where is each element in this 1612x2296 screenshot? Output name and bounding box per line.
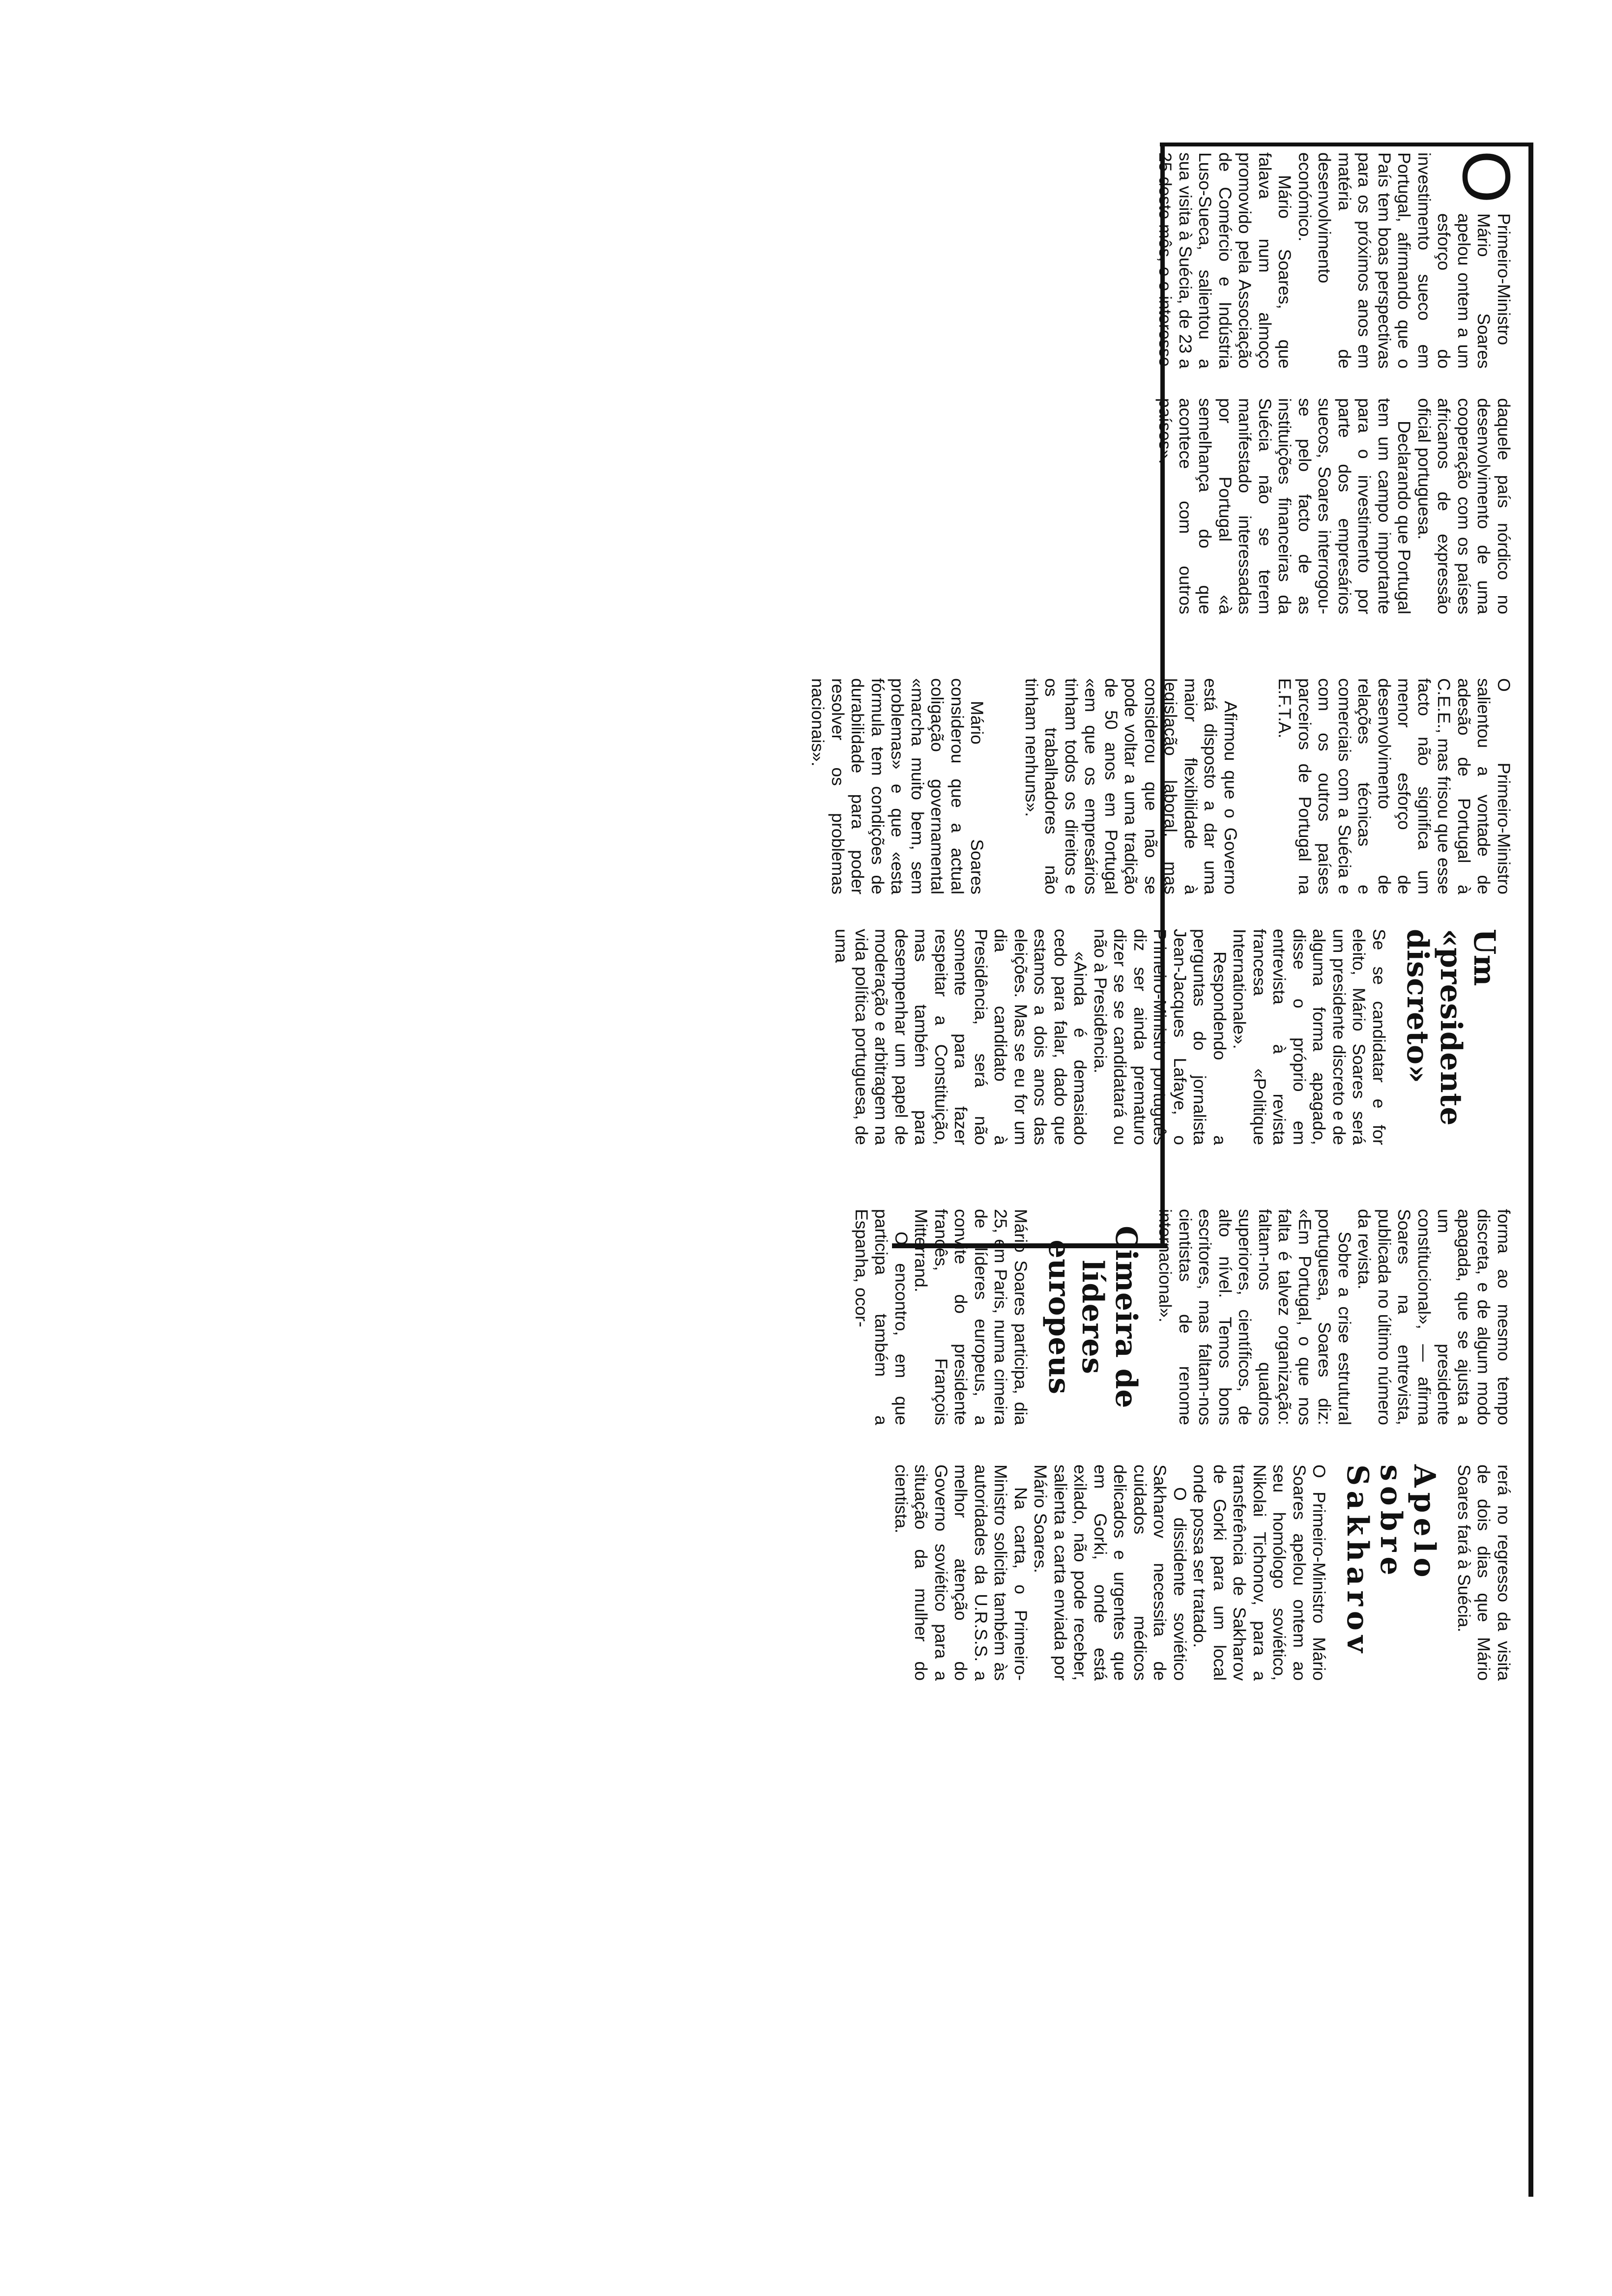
- drop-cap: O: [1448, 150, 1524, 203]
- paragraph: O encontro, em que participa também a Espanha, ocor-: [852, 1209, 911, 1425]
- top-border-rule: [1528, 143, 1533, 2197]
- paragraph: O Primeiro-Ministro Mário Soares apelou ontem ao seu homólogo soviético, Nikolai Tichonov, para a transferência de Sakharov de Gorki para um local onde possa ser tratado.: [1190, 1464, 1329, 1681]
- paragraph: daquele país nórdico no desenvolvimento de uma cooperação com os países africanos de expressão oficial portuguesa.: [1414, 398, 1514, 614]
- paragraph: «Ainda é demasiado cedo para falar, dado que estamos a dois anos das eleições. Mas se eu for um dia candidato à Presidência, será não somente para fazer respeitar a Constituição, mas também para desempenhar um papel de moderação e arbitragem na vida política portuguesa, de uma: [832, 929, 1091, 1145]
- article-column-1: [1155, 150, 1524, 369]
- paragraph: Se se candidatar e for eleito, Mário Soares será um presidente discreto e de alguma forma apagado, disse o próprio em entrevista à revista francesa «Politique Internationale».: [1230, 929, 1389, 1145]
- paragraph: forma ao mesmo tempo discreta, e de algum modo apagada, que se ajusta a um presidente constitucional», — afirma Soares na entrevista, publicada no último número da revista.: [1354, 1209, 1514, 1425]
- paragraph: rerá no regresso da visita de dois dias que Mário Soares fará à Suécia.: [1454, 1464, 1514, 1681]
- article-column-5: [852, 1209, 1514, 1425]
- paragraph: Sobre a crise estrutural portuguesa, Soares diz: «Em Portugal, o que nos falta é talvez organização: faltam-nos quadros superiores, científicos, de alto nível. Temos bons escritores, mas faltam-nos cientistas de renome internacional».: [1155, 1209, 1354, 1425]
- article-column-3: [808, 678, 1514, 894]
- paragraph: Respondendo a perguntas do jornalista Jean-Jacques Lafaye, o Primeiro-Ministro português diz ser ainda prematuro dizer se se candidatará ou não à Presidência.: [1091, 929, 1230, 1145]
- article-column-4: [832, 929, 1514, 1145]
- paragraph: Na carta, o Primeiro-Ministro solicita também às autoridades da U.R.S.S. a melhor atenção do Governo soviético para a situação da mulher do cientista.: [892, 1464, 1031, 1681]
- paragraph: Mário Soares, que falava num almoço promovido pela Associação de Comércio e Indústria Luso-Sueca, salientou a sua visita à Suécia, de 23 a 25 deste mês, e o interesse: [1155, 152, 1295, 369]
- paragraph: O dissidente soviético Sakharov necessita de cuidados médicos delicados e urgentes que em Gorki, onde está exilado, não pode receber, salienta a carta enviada por Mário Soares.: [1031, 1464, 1190, 1681]
- section-heading-presidente: Um «presidente discreto»: [1400, 929, 1501, 1126]
- article-column-6: [892, 1464, 1514, 1681]
- lead-paragraph: [1295, 150, 1524, 369]
- section-heading-cimeira: Cimeira de líderes europeus: [1042, 1226, 1143, 1408]
- paragraph: Mário Soares considerou que a actual coligação governamental «marcha muito bem, sem problemas» e que «esta fórmula tem condições de durabilidade para poder resolver os problemas nacionais».: [808, 678, 987, 894]
- paragraph: O Primeiro-Ministro salientou a vontade de adesão de Portugal à C.E.E., mas frisou que esse facto não significa um menor esforço de desenvolvimento de relações técnicas e comerciais com a Suécia e com os outros países parceiros de Portugal na E.F.T.A.: [1275, 678, 1514, 894]
- paragraph: Declarando que Portugal tem um campo importante para o investimento por parte dos empresários suecos, Soares interrogou-se pelo facto de as instituições financeiras da Suécia não se terem manifestado interessadas por Portugal «à semelhança do que acontece com outros países».: [1155, 398, 1414, 614]
- lead-text: Primeiro-Ministro Mário Soares apelou ontem a um esforço do investimento sueco em Portugal, afirmando que o País tem boas perspectivas para os próximos anos em matéria de desenvolvimento económico.: [1295, 152, 1514, 369]
- paragraph: Mário Soares participa, dia 25, em Paris, numa cimeira de líderes europeus, a convite do presidente francês, François Mitterrand.: [911, 1209, 1031, 1425]
- article-column-2: [1155, 398, 1514, 614]
- left-border-rule: [1160, 143, 1533, 146]
- paragraph: Afirmou que o Governo está disposto a dar uma maior flexibilidade à legislação laboral, mas considerou que não se pode voltar a uma tradição de 50 anos em Portugal «em que os empresários tinham todos os direitos e os trabalhadores não tinham nenhuns».: [1022, 678, 1240, 894]
- section-heading-sakharov: Apelo sobre Sakharov: [1340, 1464, 1442, 1658]
- newspaper-clipping: [808, 143, 1533, 2197]
